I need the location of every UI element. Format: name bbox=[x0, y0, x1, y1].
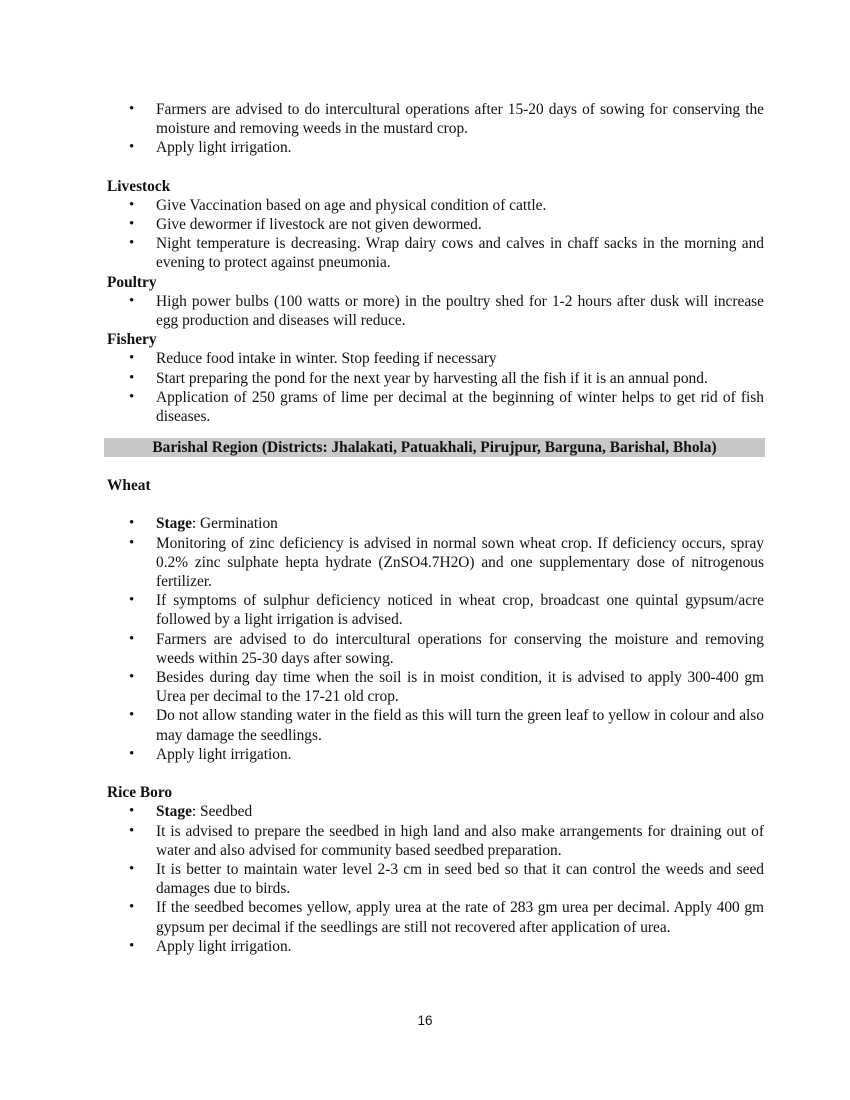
list-item: • Farmers are advised to do intercultural operations after 15-20 days of sowing for conserving the moisture and removing weeds in the mustard crop. bbox=[107, 100, 764, 138]
livestock-heading: Livestock bbox=[107, 177, 171, 195]
list-item: • Reduce food intake in winter. Stop feeding if necessary bbox=[107, 349, 764, 368]
list-item: • Monitoring of zinc deficiency is advised in normal sown wheat crop. If deficiency occurs, spray 0.2% zinc sulphate hepta hydrate (ZnSO4.7H2O) and one supplementary dose of nitrogenous fertilizer. bbox=[107, 534, 764, 592]
list-item: • Application of 250 grams of lime per decimal at the beginning of winter helps to get rid of fish diseases. bbox=[107, 388, 764, 426]
stage-label: Stage bbox=[156, 515, 192, 533]
wheat-stage-item bbox=[107, 514, 764, 533]
rice-stage-item bbox=[107, 802, 764, 821]
rice-boro-list bbox=[107, 802, 764, 956]
stage-value: : Germination bbox=[191, 515, 278, 533]
wheat-list bbox=[107, 514, 764, 764]
spacer bbox=[107, 158, 764, 177]
poultry-heading: Poultry bbox=[107, 273, 157, 291]
page-number: 16 bbox=[417, 1013, 433, 1028]
list-item: • It is advised to prepare the seedbed in high land and also make arrangements for draining out of water and also advised for community based seedbed preparation. bbox=[107, 822, 764, 860]
list-item: • Do not allow standing water in the field as this will turn the green leaf to yellow in colour and also may damage the seedlings. bbox=[107, 706, 764, 744]
list-item: • High power bulbs (100 watts or more) in the poultry shed for 1-2 hours after dusk will increase egg production and diseases will reduce. bbox=[107, 292, 764, 330]
list-item: • Start preparing the pond for the next year by harvesting all the fish if it is an annual pond. bbox=[107, 369, 764, 388]
region-banner: Barishal Region (Districts: Jhalakati, Patuakhali, Pirujpur, Barguna, Barishal, Bhola) bbox=[104, 438, 765, 457]
livestock-list bbox=[107, 196, 764, 273]
stage-label: Stage bbox=[156, 803, 192, 821]
list-item: • Apply light irrigation. bbox=[107, 138, 764, 157]
stage-value: : Seedbed bbox=[191, 803, 253, 821]
spacer bbox=[107, 495, 764, 514]
mustard-advice-list bbox=[107, 100, 764, 158]
list-item: • Apply light irrigation. bbox=[107, 937, 764, 956]
list-item: • Apply light irrigation. bbox=[107, 745, 764, 764]
wheat-heading: Wheat bbox=[107, 477, 151, 495]
fishery-heading: Fishery bbox=[107, 331, 157, 349]
list-item: • Night temperature is decreasing. Wrap dairy cows and calves in chaff sacks in the morning and evening to protect against pneumonia. bbox=[107, 234, 764, 272]
page-content bbox=[107, 100, 764, 956]
list-item: • If symptoms of sulphur deficiency noticed in wheat crop, broadcast one quintal gypsum/acre followed by a light irrigation is advised. bbox=[107, 591, 764, 629]
list-item: • It is better to maintain water level 2-3 cm in seed bed so that it can control the weeds and seed damages due to birds. bbox=[107, 860, 764, 898]
list-item: • Give Vaccination based on age and physical condition of cattle. bbox=[107, 196, 764, 215]
list-item: • Farmers are advised to do intercultural operations for conserving the moisture and removing weeds within 25-30 days after sowing. bbox=[107, 630, 764, 668]
spacer bbox=[107, 764, 764, 783]
list-item: • If the seedbed becomes yellow, apply urea at the rate of 283 gm urea per decimal. Apply 400 gm gypsum per decimal if the seedlings are still not recovered after application of urea. bbox=[107, 898, 764, 936]
list-item: • Besides during day time when the soil is in moist condition, it is advised to apply 300-400 gm Urea per decimal to the 17-21 old crop. bbox=[107, 668, 764, 706]
rice-boro-heading: Rice Boro bbox=[107, 784, 173, 802]
list-item: • Give dewormer if livestock are not given dewormed. bbox=[107, 215, 764, 234]
poultry-list bbox=[107, 292, 764, 330]
fishery-list bbox=[107, 349, 764, 426]
